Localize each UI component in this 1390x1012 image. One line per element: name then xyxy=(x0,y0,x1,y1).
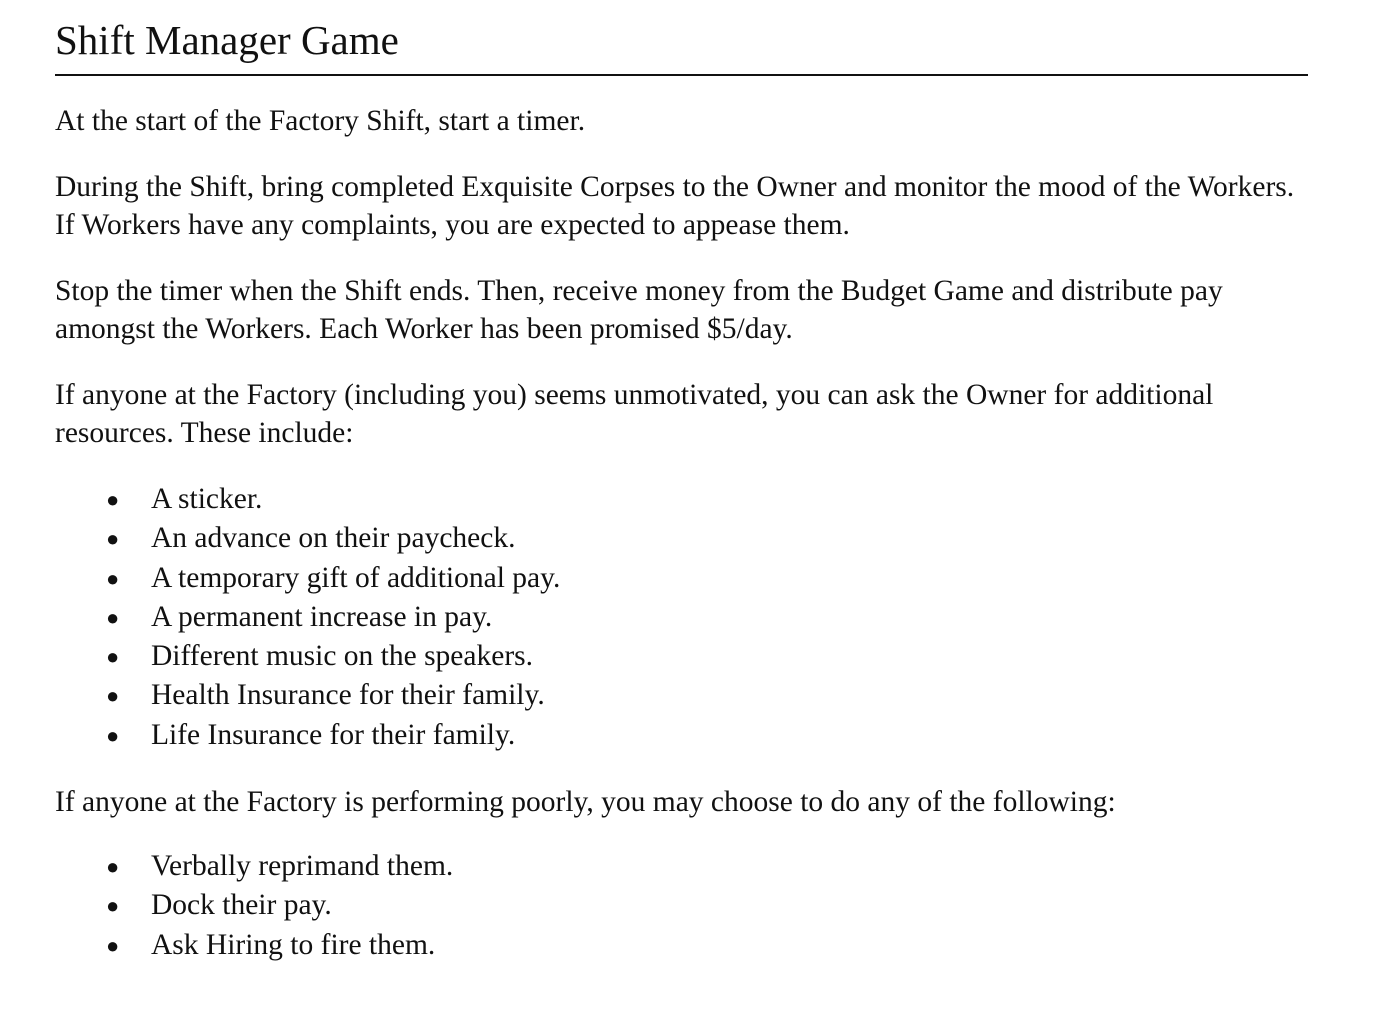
list-item xyxy=(55,559,1308,598)
list-item-text: A temporary gift of additional pay. xyxy=(151,561,561,594)
list-item xyxy=(55,926,1308,965)
bullet-icon: ● xyxy=(106,487,120,512)
list-item-text: An advance on their paycheck. xyxy=(151,522,516,555)
bullet-icon: ● xyxy=(106,683,120,709)
list-item-text: A sticker. xyxy=(151,483,263,515)
page-title: Shift Manager Game xyxy=(55,0,1308,76)
list-item-text: A permanent increase in pay. xyxy=(151,600,493,633)
list-item xyxy=(55,637,1308,676)
list-item-text: Verbally reprimand them. xyxy=(151,850,454,883)
list-item-text: Dock their pay. xyxy=(151,889,332,922)
list-item xyxy=(55,676,1308,715)
list-item-text: Ask Hiring to fire them. xyxy=(151,928,436,961)
bullet-icon: ● xyxy=(106,932,120,958)
list-item-text: Life Insurance for their family. xyxy=(151,718,516,751)
bullet-icon: ● xyxy=(106,854,120,880)
resources-list xyxy=(55,480,1308,755)
list-item xyxy=(55,598,1308,637)
bullet-icon: ● xyxy=(106,565,120,591)
list-item xyxy=(55,886,1308,925)
list-item xyxy=(55,480,1308,519)
bullet-icon: ● xyxy=(106,722,120,748)
bullet-icon: ● xyxy=(106,604,120,630)
paragraph-during-shift: During the Shift, bring completed Exquisite Corpses to the Owner and monitor the mood of the Workers. If Workers have any complaints, you are expected to appease them. xyxy=(55,171,1295,241)
paragraph-timer-start: At the start of the Factory Shift, start a timer. xyxy=(55,105,586,137)
bullet-icon: ● xyxy=(106,526,120,552)
paragraph-shift-end: Stop the timer when the Shift ends. Then, receive money from the Budget Game and distribute pay amongst the Workers. Each Worker has been promised $5/day. xyxy=(55,275,1223,345)
list-item xyxy=(55,716,1308,755)
list-item-text: Different music on the speakers. xyxy=(151,640,534,673)
bullet-icon: ● xyxy=(106,893,120,919)
paragraph-resources-intro: If anyone at the Factory (including you) seems unmotivated, you can ask the Owner for additional resources. These include: xyxy=(55,379,1214,449)
list-item-text: Health Insurance for their family. xyxy=(151,679,545,712)
list-item xyxy=(55,847,1308,886)
list-item xyxy=(55,519,1308,558)
bullet-icon: ● xyxy=(106,644,120,670)
paragraph-performance-intro: If anyone at the Factory is performing poorly, you may choose to do any of the following: xyxy=(55,786,1116,819)
document-page xyxy=(55,0,1308,965)
actions-list xyxy=(55,847,1308,965)
